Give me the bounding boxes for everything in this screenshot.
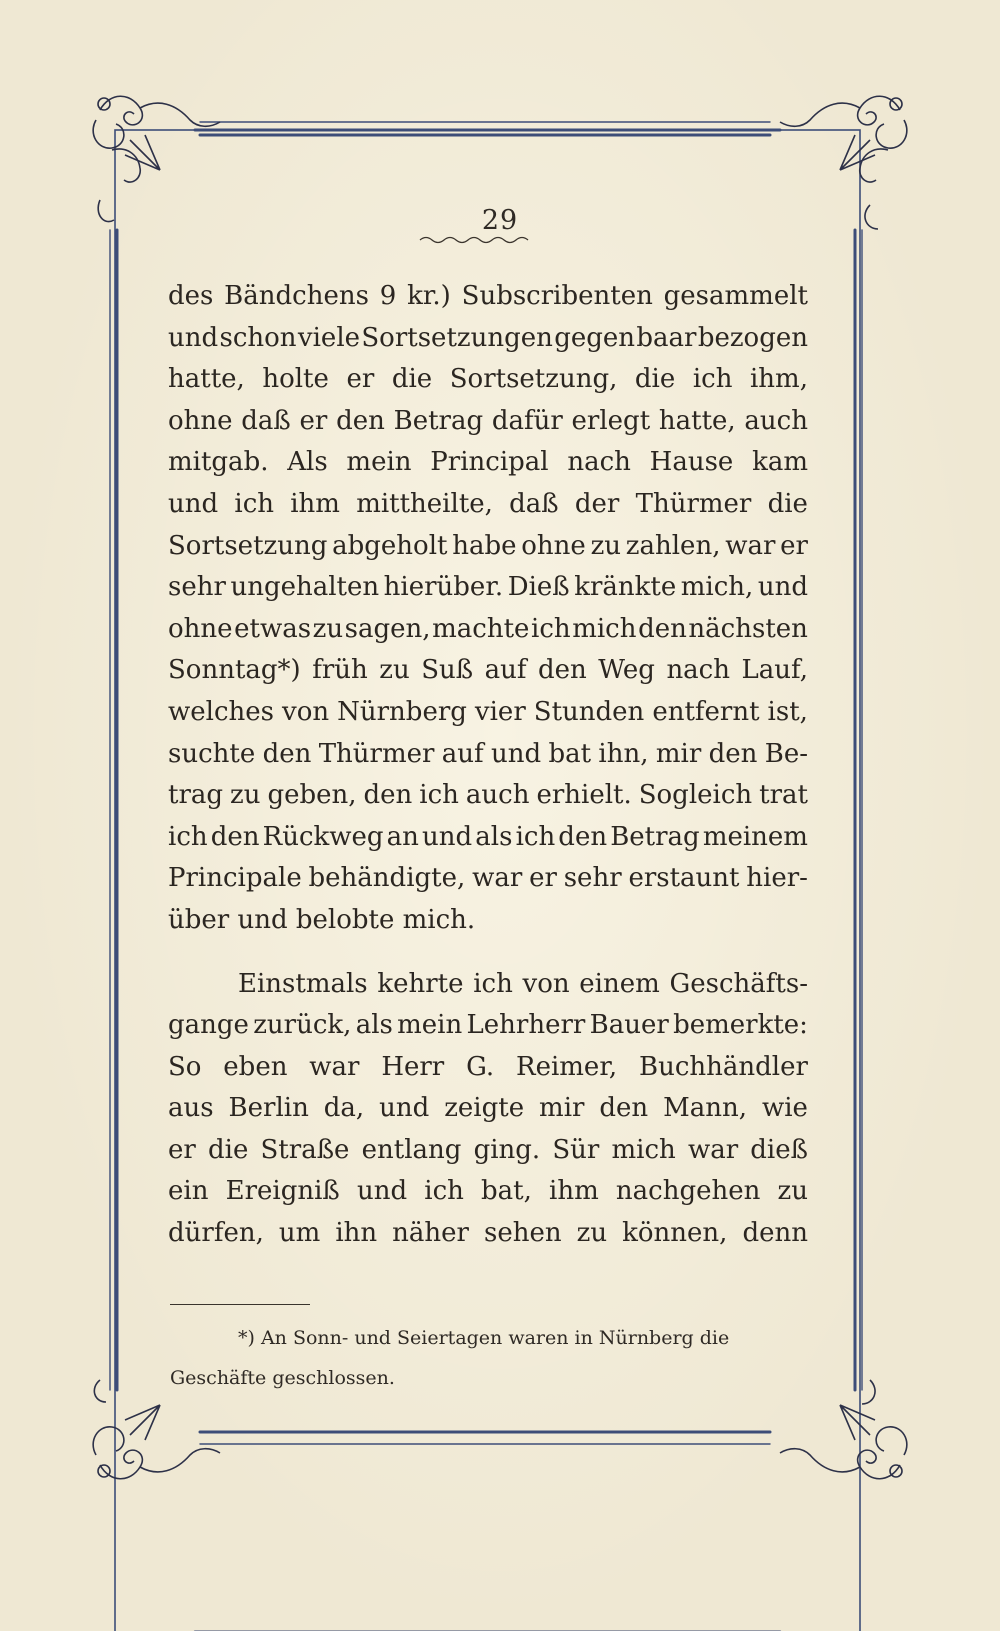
word: geben,	[267, 780, 357, 811]
word: ich	[515, 821, 556, 852]
word: an	[386, 821, 419, 852]
word: wie	[761, 1093, 808, 1124]
word: ich	[473, 968, 513, 999]
word: und	[379, 1093, 430, 1124]
text-line	[168, 650, 808, 692]
word: kränkte	[574, 572, 677, 603]
text-line	[168, 484, 808, 526]
word: zu	[230, 780, 261, 811]
paragraph-2	[168, 964, 808, 1255]
word: ohne	[168, 405, 233, 436]
word: Lehrherr	[466, 1010, 586, 1041]
word: Sortsetzung,	[449, 364, 618, 395]
word: nach	[666, 655, 730, 686]
word: Buchhändler	[638, 1051, 808, 1082]
text-line	[168, 567, 808, 609]
word: den	[599, 1093, 649, 1124]
footnote-line-2: Geschäfte geschlossen.	[170, 1367, 395, 1389]
word: und	[757, 572, 808, 603]
text-line	[168, 817, 808, 859]
word: hier-	[746, 863, 808, 894]
word: etwas	[234, 613, 312, 644]
paragraph-1	[168, 276, 808, 942]
word: nächsten	[688, 613, 808, 644]
word: ging.	[473, 1134, 541, 1165]
word: Bändchens	[224, 281, 369, 311]
word: Betrag	[610, 821, 700, 852]
word: dafür	[491, 405, 563, 436]
word: war	[687, 1134, 739, 1165]
word: den	[558, 821, 608, 852]
text-line	[168, 276, 808, 318]
word: ihn	[335, 1218, 378, 1249]
word: eben	[223, 1051, 288, 1082]
word: den	[708, 738, 758, 769]
word: ihn,	[598, 738, 649, 769]
word: ich	[234, 488, 274, 519]
word: viele	[297, 322, 361, 353]
word: Thürmer	[635, 488, 752, 519]
word: sehr	[168, 572, 226, 603]
word: vier	[474, 696, 526, 727]
word: mich	[611, 1134, 676, 1165]
word: ich	[531, 613, 571, 644]
word: Suß	[421, 655, 474, 686]
word: den	[538, 655, 587, 686]
word: nachgehen	[615, 1176, 761, 1207]
word: machte	[432, 613, 530, 644]
word: kehrte	[377, 968, 464, 999]
word: Straße	[260, 1134, 350, 1165]
word: bat,	[481, 1176, 532, 1207]
word: aus	[168, 1093, 214, 1124]
word: Herr	[381, 1051, 445, 1082]
word: und	[422, 821, 473, 852]
text-line	[168, 1130, 808, 1172]
word: können,	[622, 1218, 728, 1249]
word: zu	[379, 655, 410, 686]
word: erstaunt	[628, 863, 740, 894]
text-line	[168, 318, 808, 360]
word: mich	[572, 613, 637, 644]
word: holte	[262, 364, 329, 395]
page-number: 29	[481, 205, 519, 236]
word: auf	[441, 738, 484, 769]
word: So	[168, 1051, 202, 1082]
footnote-line-1: *) An Sonn- und Seiertagen waren in Nürnberg die	[238, 1327, 730, 1349]
word: trag	[168, 780, 224, 811]
word: sehen	[484, 1218, 562, 1249]
word: mitgab.	[168, 447, 269, 478]
word: ich	[419, 780, 459, 811]
word: war	[309, 1051, 360, 1082]
word: Rückweg	[262, 821, 384, 852]
word: Hause	[649, 447, 734, 478]
word: daß	[241, 405, 291, 436]
word: er	[780, 530, 808, 561]
word: Lauf,	[741, 655, 808, 686]
word: von	[282, 696, 330, 727]
word: behändigte,	[308, 863, 466, 894]
word: Bauer	[589, 1010, 669, 1041]
word: den	[262, 738, 312, 769]
text-line	[168, 609, 808, 651]
word: habe	[452, 530, 517, 561]
word: sagen,	[344, 613, 431, 644]
word: Sortsetzungen	[361, 322, 553, 353]
word: und	[168, 488, 219, 519]
word: die	[634, 364, 676, 395]
word: auf	[484, 655, 527, 686]
text-line	[168, 526, 808, 568]
word: Be-	[764, 738, 808, 769]
word: entlang	[361, 1134, 462, 1165]
word: die	[207, 1134, 249, 1165]
word: den	[363, 780, 413, 811]
word: Reimer,	[516, 1051, 618, 1082]
word: mein	[397, 1010, 463, 1041]
word: dieß	[750, 1134, 808, 1165]
word: er	[299, 405, 328, 436]
text-line	[168, 964, 808, 1006]
text-line	[168, 1213, 808, 1255]
word: kr.)	[407, 281, 451, 311]
word: bezogen	[697, 322, 808, 353]
body-text	[168, 276, 808, 1255]
word: mich,	[680, 572, 754, 603]
word: ungehalten	[230, 572, 380, 603]
word: abgeholt	[332, 530, 448, 561]
word: hatte,	[168, 364, 245, 395]
word: Berlin	[228, 1093, 309, 1124]
word: auch	[465, 780, 530, 811]
word: gange	[168, 1010, 249, 1041]
word: auch	[744, 405, 808, 436]
text-line	[168, 1171, 808, 1213]
word: gegen	[554, 322, 636, 353]
word: als	[355, 1010, 393, 1041]
word: des	[168, 281, 214, 311]
text-line	[168, 1088, 808, 1130]
word: Subscribenten	[461, 281, 653, 311]
word: dürfen,	[168, 1218, 264, 1249]
word: näher	[392, 1218, 469, 1249]
word: den	[210, 821, 260, 852]
word: Als	[287, 447, 328, 478]
word: entfernt	[652, 696, 760, 727]
word: Principal	[430, 447, 549, 478]
word: war	[472, 863, 523, 894]
word: mir	[655, 738, 702, 769]
word: zurück,	[253, 1010, 352, 1041]
word: ich	[168, 821, 208, 852]
word: ihm	[290, 488, 340, 519]
word: er	[346, 364, 375, 395]
word: und	[168, 322, 219, 353]
word: suchte	[168, 738, 256, 769]
word: zahlen,	[625, 530, 721, 561]
word: baar	[636, 322, 697, 353]
word: Thürmer	[318, 738, 435, 769]
word: hierüber.	[383, 572, 504, 603]
text-line	[168, 692, 808, 734]
word: hatte,	[658, 405, 736, 436]
word: Einstmals	[238, 968, 368, 999]
text-line	[168, 1047, 808, 1089]
word: trat	[759, 780, 808, 811]
word: Geschäfts-	[669, 968, 808, 999]
word: zu	[777, 1176, 808, 1207]
word: zeigte	[444, 1093, 525, 1124]
word: daß	[509, 488, 559, 519]
word: bemerkte:	[673, 1010, 808, 1041]
word: und	[491, 738, 542, 769]
word: welches	[168, 696, 274, 727]
footnote-rule	[170, 1304, 310, 1305]
word: Dieß	[507, 572, 570, 603]
word: Sortsetzung	[168, 530, 328, 561]
word: den	[638, 613, 687, 644]
word: zu	[590, 530, 622, 561]
word: Nürnberg	[337, 696, 467, 727]
word: er	[168, 1134, 196, 1165]
word: kam	[752, 447, 808, 478]
word: ohne	[168, 613, 233, 644]
word: ihm	[549, 1176, 599, 1207]
word: Mann,	[663, 1093, 747, 1124]
word: und	[356, 1176, 408, 1207]
word: sehr	[563, 863, 622, 894]
word: zu	[312, 613, 344, 644]
word: der	[574, 488, 620, 519]
word: schon	[219, 322, 297, 353]
word: bat	[548, 738, 592, 769]
word: als	[475, 821, 513, 852]
word: erhielt.	[536, 780, 632, 811]
word: erlegt	[571, 405, 651, 436]
word: nach	[567, 447, 631, 478]
text-line	[168, 775, 808, 817]
text-line	[168, 401, 808, 443]
text-line	[168, 442, 808, 484]
word: ein	[168, 1176, 209, 1207]
word: von	[522, 968, 570, 999]
page-number-flourish	[420, 238, 528, 243]
word: gesammelt	[663, 281, 808, 311]
text-line	[168, 359, 808, 401]
word: Weg	[598, 655, 655, 686]
word: da,	[323, 1093, 365, 1124]
text-line	[168, 734, 808, 776]
word: Ereigniß	[225, 1176, 340, 1207]
word: ihm,	[749, 364, 808, 395]
word: mir	[539, 1093, 585, 1124]
word: Principale	[168, 863, 302, 894]
word: meinem	[702, 821, 808, 852]
word: mein	[346, 447, 412, 478]
word: zu	[576, 1218, 608, 1249]
text-line	[168, 858, 808, 900]
footnote	[170, 1318, 810, 1398]
text-line: über und belobte mich.	[168, 904, 476, 935]
word: ich	[424, 1176, 464, 1207]
word: Sür	[552, 1134, 600, 1165]
word: denn	[742, 1218, 808, 1249]
word: ich	[692, 364, 733, 395]
word: Sonntag*)	[168, 655, 301, 686]
word: ist,	[767, 696, 808, 727]
word: früh	[312, 655, 368, 686]
paragraph-gap	[168, 942, 808, 964]
word: G.	[466, 1051, 495, 1082]
word: 9	[379, 281, 397, 311]
text-line	[168, 1005, 808, 1047]
word: die	[391, 364, 433, 395]
word: mittheilte,	[356, 488, 493, 519]
word: Stunden	[533, 696, 645, 727]
word: er	[529, 863, 557, 894]
word: einem	[579, 968, 660, 999]
word: die	[767, 488, 808, 519]
word: um	[278, 1218, 321, 1249]
word: Betrag	[393, 405, 484, 436]
word: Sogleich	[638, 780, 753, 811]
word: ohne	[521, 530, 586, 561]
word: war	[725, 530, 776, 561]
word: den	[336, 405, 385, 436]
